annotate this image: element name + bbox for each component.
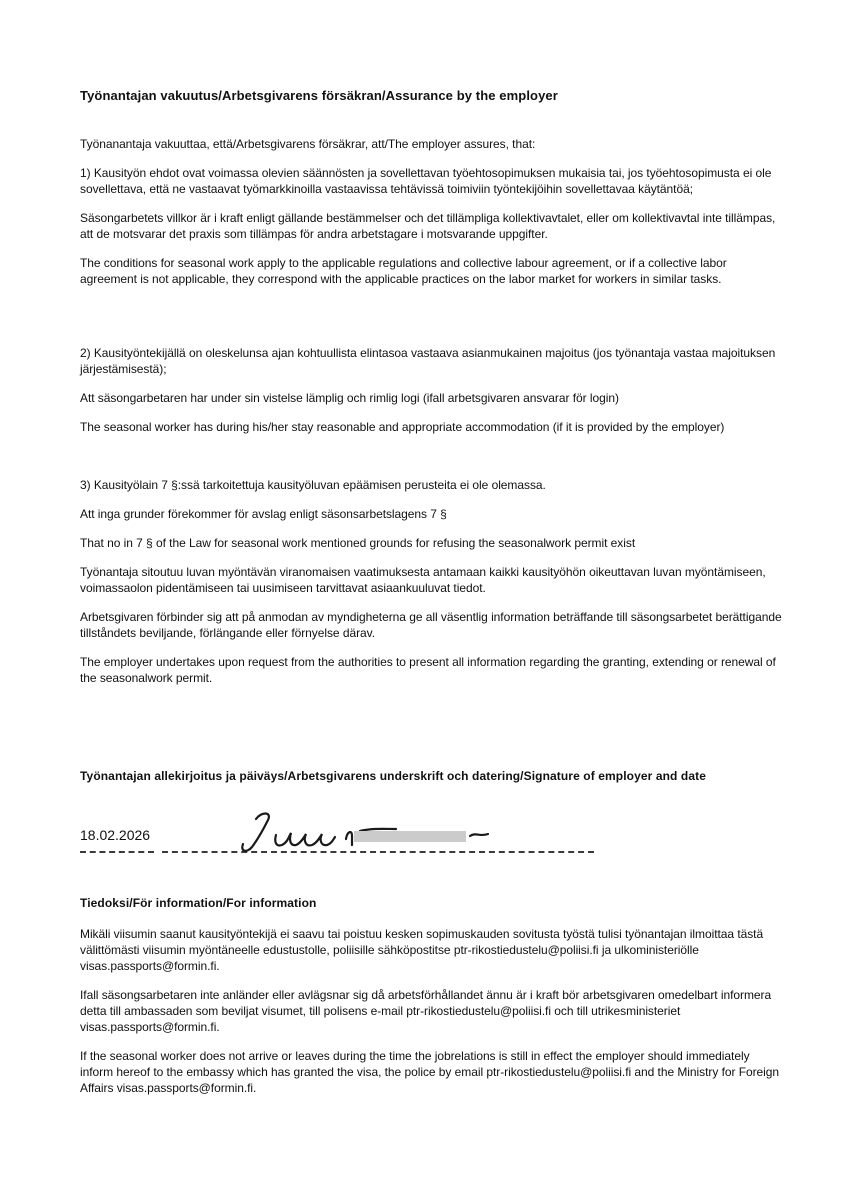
signature-redaction-box	[354, 831, 466, 842]
date-field	[80, 826, 154, 853]
paragraph-2-sv: Att säsongarbetaren har under sin vistelse lämplig och rimlig logi (ifall arbetsgivaren ansvarar för login)	[80, 391, 619, 405]
section-gap	[80, 699, 783, 769]
paragraph-3-fi: 3) Kausityölain 7 §:ssä tarkoitettuja kausityöluvan epäämisen perusteita ei ole olemassa.	[80, 478, 546, 492]
paragraph-3-sv: Att inga grunder förekommer för avslag enligt säsonsarbetslagens 7 §	[80, 507, 447, 521]
signature-heading: Työnantajan allekirjoitus ja päiväys/Arbetsgivarens underskrift och datering/Signature of employer and date	[80, 769, 706, 783]
info-heading: Tiedoksi/För information/For information	[80, 896, 317, 910]
info-paragraph-sv: Ifall säsongsarbetaren inte anländer eller avlägsnar sig då arbetsförhållandet ännu är i kraft bör arbetsgivaren omedelbart informera detta till ambassaden som beviljat visumet, till polisens e-mail ptr-rikostiedustelu@poliisi.fi och till utrikesministeriet visas.passports@formin.fi.	[80, 988, 772, 1034]
document-content	[80, 88, 783, 1096]
signature-block	[80, 809, 783, 853]
paragraph-2-fi: 2) Kausityöntekijällä on oleskelunsa ajan kohtuullista elintasoa vastaava asianmukainen majoitus (jos työnantaja vastaa majoituksen järjestämisestä);	[80, 346, 776, 376]
paragraph-3-en: That no in 7 § of the Law for seasonal work mentioned grounds for refusing the seasonalwork permit exist	[80, 536, 636, 550]
info-paragraph-fi: Mikäli viisumin saanut kausityöntekijä ei saavu tai poistuu kesken sopimuskauden sovitusta työstä tulisi työnantajan ilmoittaa tästä välittömästi viisumin myöntäneelle edustustolle, poliisille sähköpostitse ptr-rikostiedustelu@poliisi.fi ja ulkoministeriölle visas.passports@formin.fi.	[80, 927, 764, 973]
section-gap	[80, 881, 783, 896]
date-line	[80, 851, 154, 853]
signature-field	[162, 809, 594, 853]
paragraph-undertaking-en: The employer undertakes upon request from the authorities to present all information regarding the granting, extending or renewal of the seasonalwork permit.	[80, 655, 776, 685]
intro-line: Työnanantaja vakuuttaa, että/Arbetsgivarens försäkrar, att/The employer assures, that:	[80, 137, 536, 151]
document-title: Työnantajan vakuutus/Arbetsgivarens försäkran/Assurance by the employer	[80, 88, 558, 103]
signature-date: 18.02.2026	[80, 827, 151, 843]
paragraph-1-en: The conditions for seasonal work apply to the applicable regulations and collective labour agreement, or if a collective labor agreement is not applicable, they correspond with the applicable practices on the labor market for workers in similar tasks.	[80, 256, 727, 286]
section-gap	[80, 300, 783, 345]
signature-row	[80, 809, 783, 853]
paragraph-1-sv: Säsongarbetets villkor är i kraft enligt gällande bestämmelser och det tillämpliga kollektivavtalet, eller om kollektivavtal inte tillämpas, att de motsvarar det praxis som tillämpas för andra arbetstagare i motsvarande uppgifter.	[80, 211, 776, 241]
section-gap	[80, 448, 783, 477]
paragraph-1-fi: 1) Kausityön ehdot ovat voimassa olevien säännösten ja sovellettavan työehtosopimuksen mukaisia tai, jos työehtosopimusta ei ole sovellettava, että ne vastaavat työmarkkinoilla vastaavissa tehtävissä toimiviin työntekijöihin sovellettavaa käytäntöä;	[80, 166, 772, 196]
paragraph-2-en: The seasonal worker has during his/her stay reasonable and appropriate accommodation (if it is provided by the employer)	[80, 420, 725, 434]
paragraph-undertaking-sv: Arbetsgivaren förbinder sig att på anmodan av myndigheterna ge all väsentlig information beträffande till säsongsarbetet berättigande tillståndets beviljande, förlängande eller förnyelse därav.	[80, 610, 782, 640]
signature-line	[162, 851, 594, 853]
signature-handwriting	[234, 809, 534, 855]
info-paragraph-en: If the seasonal worker does not arrive or leaves during the time the jobrelations is still in effect the employer should immediately inform hereof to the embassy which has granted the visa, the police by email ptr-rikostiedustelu@poliisi.fi and the Ministry for Foreign Affairs visas.passports@formin.fi.	[80, 1049, 780, 1095]
paragraph-undertaking-fi: Työnantaja sitoutuu luvan myöntävän viranomaisen vaatimuksesta antamaan kaikki kausityöhön oikeuttavan luvan myöntämiseen, voimassaolon pidentämiseen tai uusimiseen tarvittavat asiaankuuluvat tiedot.	[80, 565, 766, 595]
